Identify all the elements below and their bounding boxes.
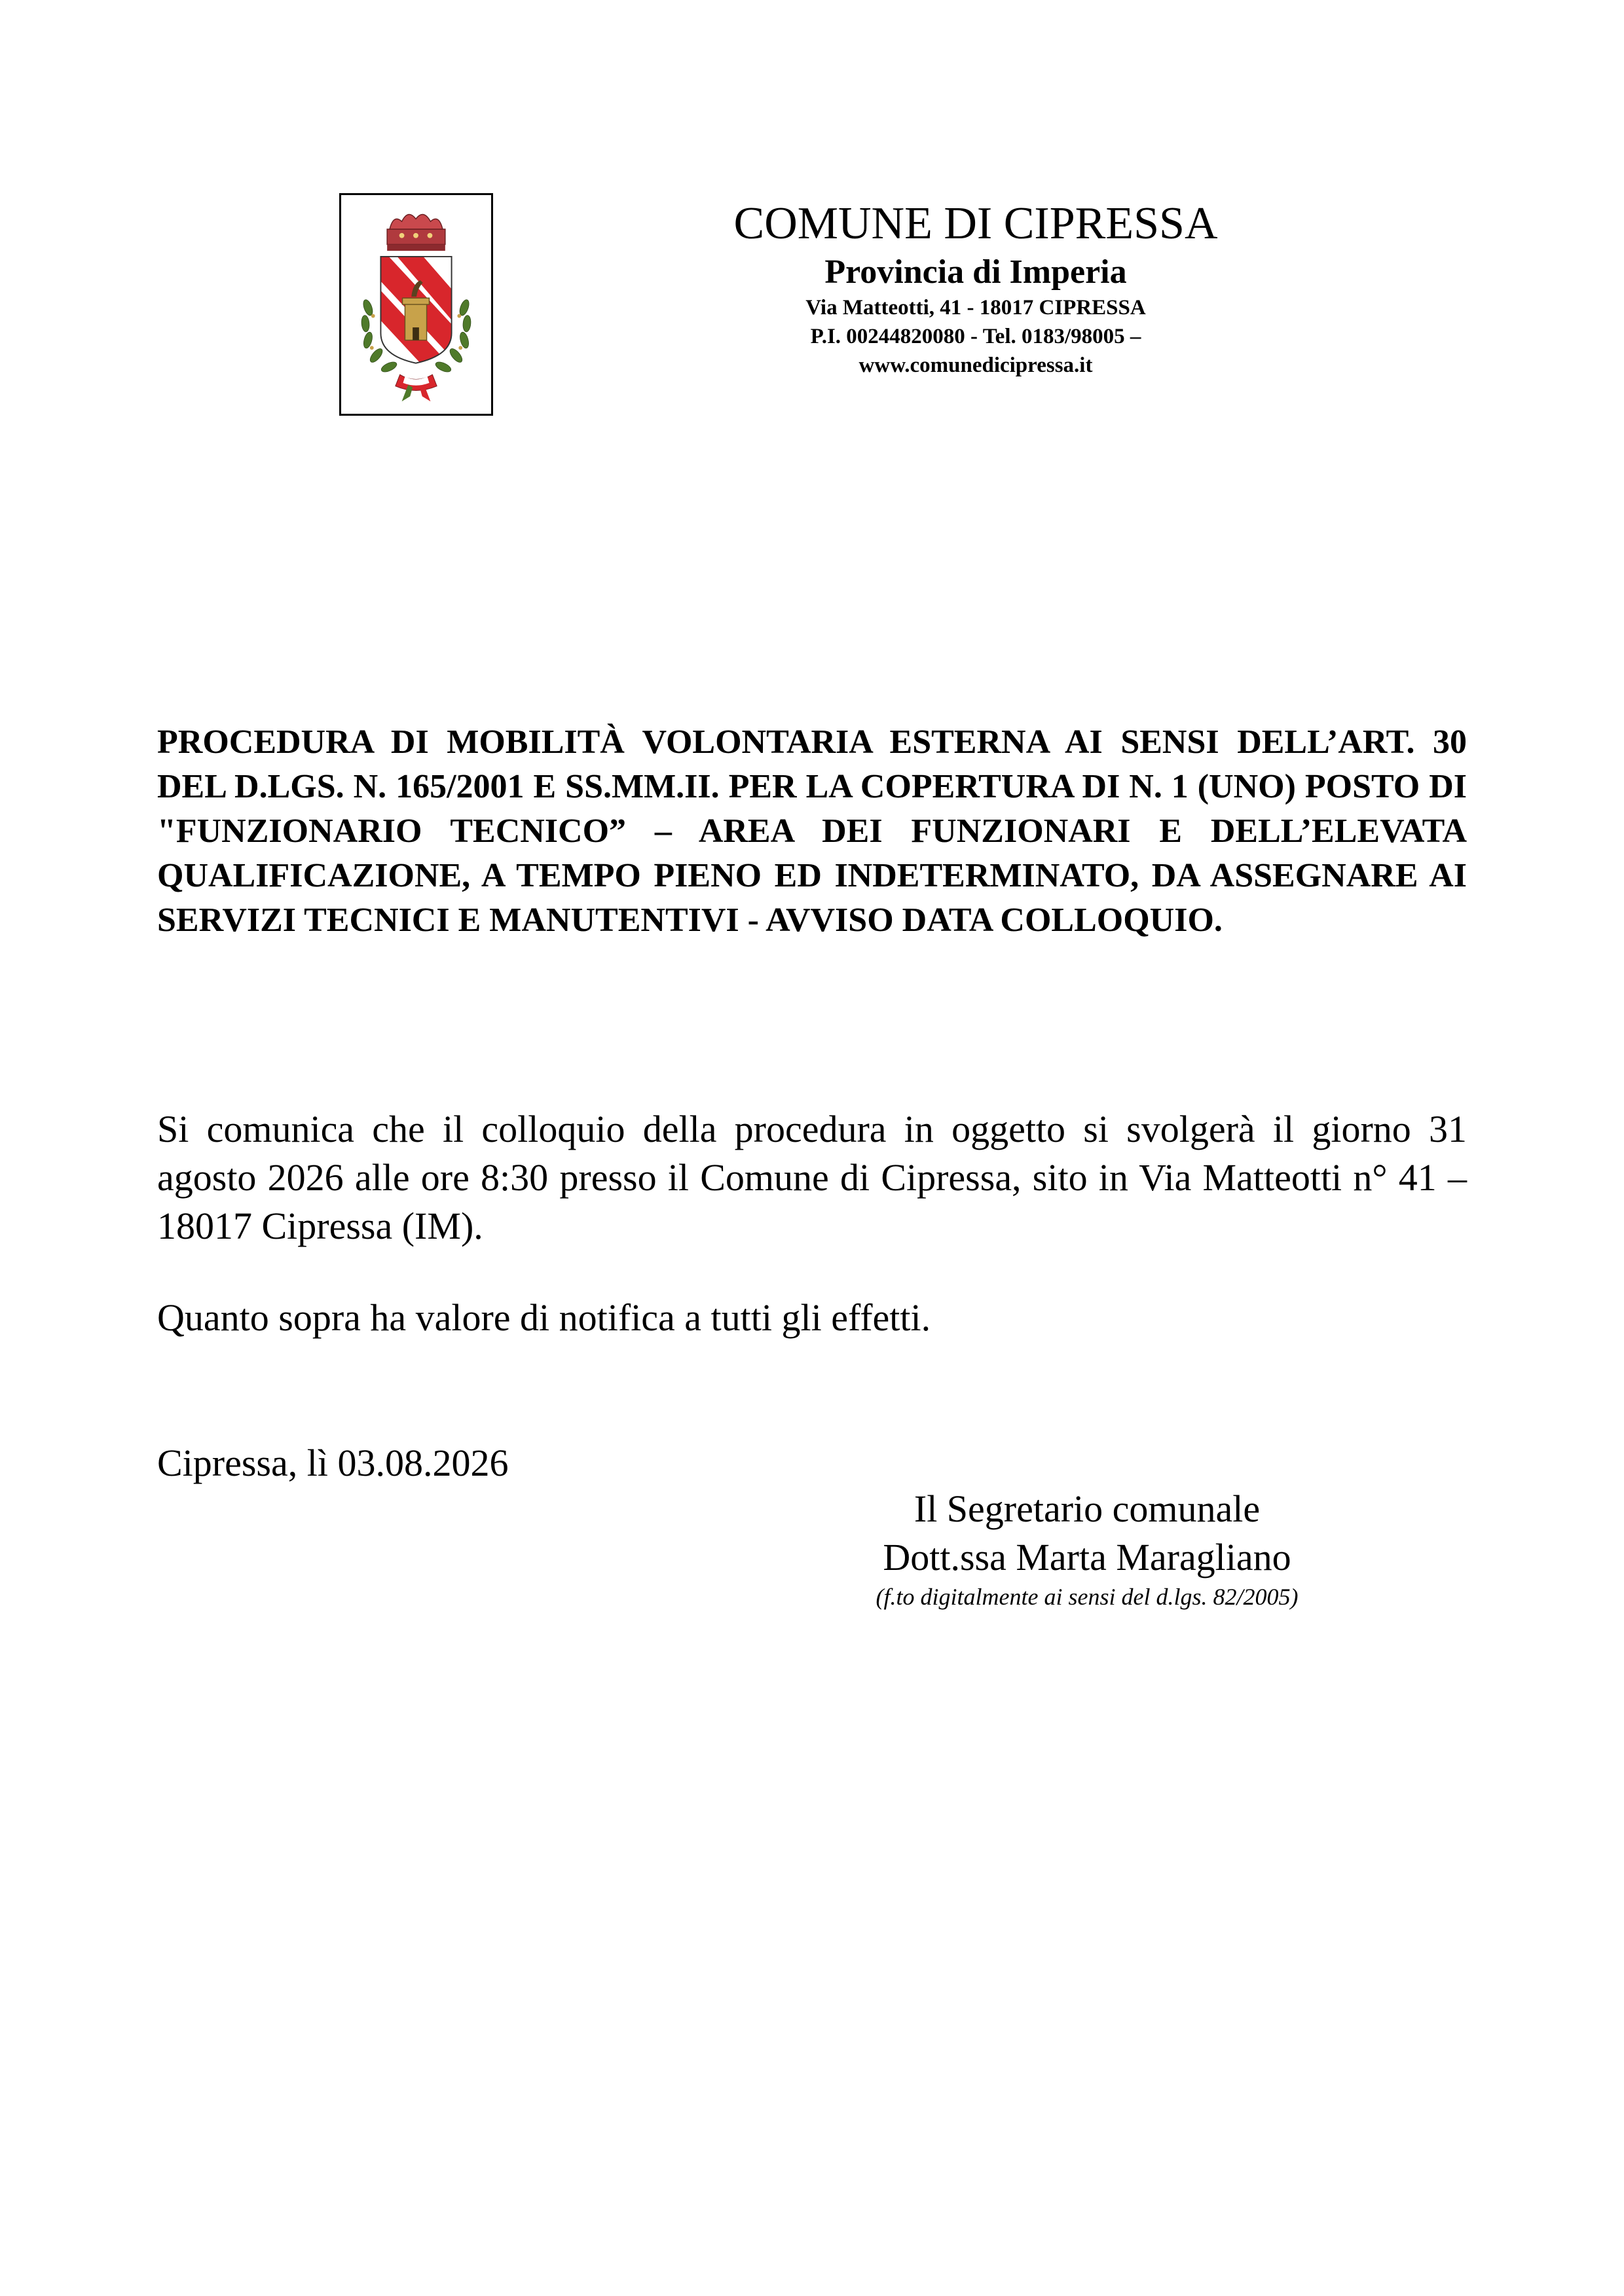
municipality-address: Via Matteotti, 41 - 18017 CIPRESSA [805, 296, 1146, 319]
signature-block [773, 1485, 1401, 1612]
notice-subject: PROCEDURA DI MOBILITÀ VOLONTARIA ESTERNA AI SENSI DELL’ART. 30 DEL D.LGS. N. 165/2001 E SS.MM.II. PER LA COPERTURA DI N. 1 (UNO) POSTO DI "FUNZIONARIO TECNICO” – AREA DEI FUNZIONARI E DELL’ELEVATA QUALIFICAZIONE, A TEMPO PIENO ED INDETERMINATO, DA ASSEGNARE AI SERVIZI TECNICI E MANUTENTIVI - AVVISO DATA COLLOQUIO. [157, 723, 1467, 939]
province-name: Provincia di Imperia [824, 253, 1127, 291]
municipality-title: COMUNE DI CIPRESSA [733, 198, 1218, 249]
municipality-contacts: P.I. 00244820080 - Tel. 0183/98005 – [810, 325, 1141, 348]
signatory-name: Dott.ssa Marta Maragliano [883, 1536, 1291, 1578]
notice-body-paragraph: Si comunica che il colloquio della procedura in oggetto si svolgerà il giorno 31 agosto 2026 alle ore 8:30 presso il Comune di Cipressa, sito in Via Matteotti n° 41 – 18017 Cipressa (IM). [157, 1108, 1467, 1247]
coat-of-arms-icon [339, 193, 493, 416]
notice-body-paragraph: Quanto sopra ha valore di notifica a tutti gli effetti. [157, 1296, 931, 1339]
digital-signature-note: (f.to digitalmente ai sensi del d.lgs. 82/2005) [876, 1584, 1299, 1610]
municipality-header [629, 196, 1323, 380]
signatory-role: Il Segretario comunale [913, 1487, 1261, 1530]
municipality-website: www.comunedicipressa.it [858, 354, 1093, 377]
place-and-date: Cipressa, lì 03.08.2026 [157, 1442, 509, 1484]
